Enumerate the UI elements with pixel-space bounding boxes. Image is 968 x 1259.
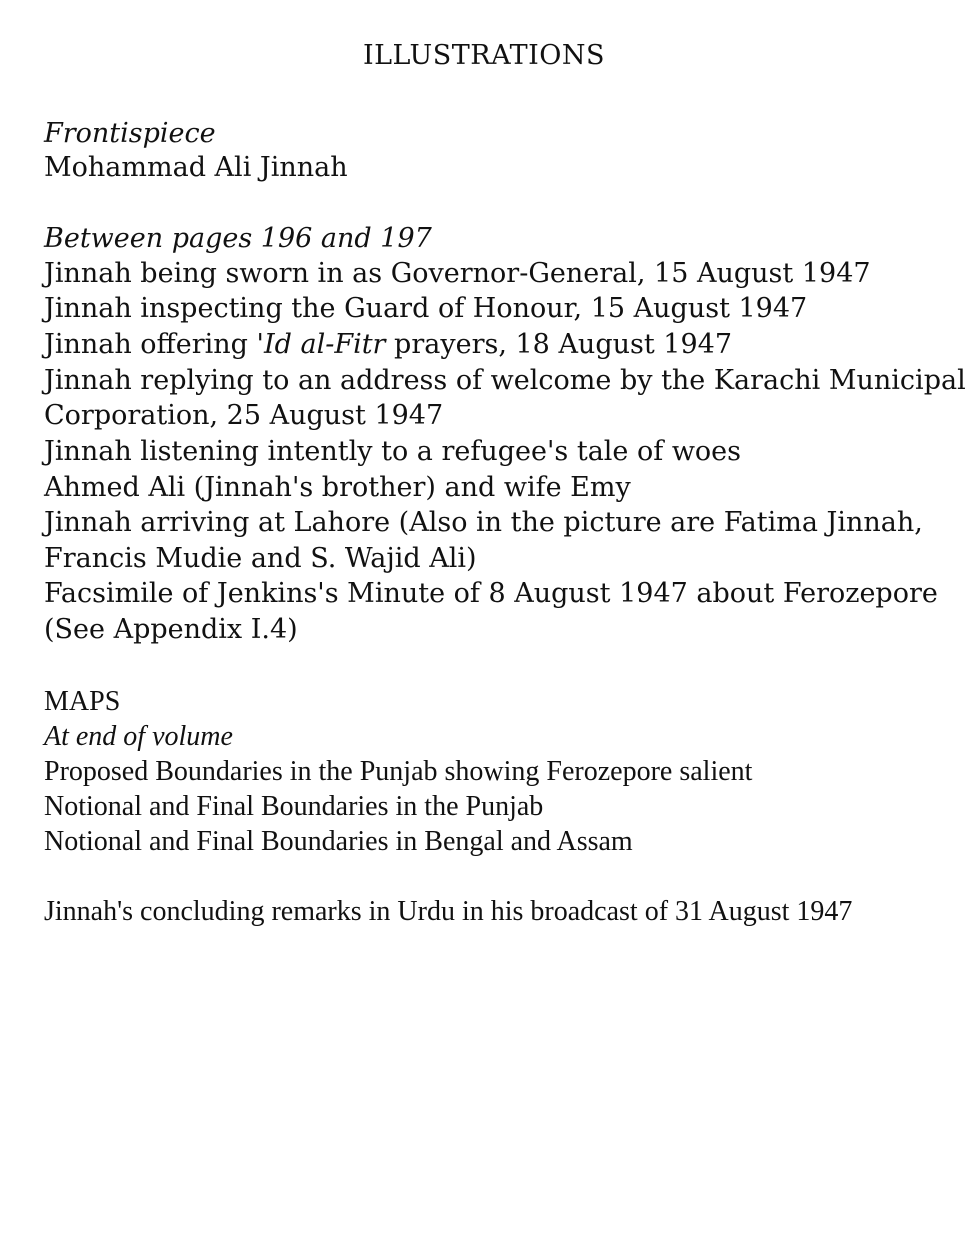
- list-item: Jinnah being sworn in as Governor-General, 15 August 1947: [44, 258, 871, 289]
- list-item: Francis Mudie and S. Wajid Ali): [44, 543, 477, 574]
- list-item: Corporation, 25 August 1947: [44, 400, 444, 431]
- page-title: ILLUSTRATIONS: [362, 40, 606, 71]
- list-item: Facsimile of Jenkins's Minute of 8 August 1947 about Ferozepore: [44, 578, 938, 609]
- list-item: [44, 327, 732, 363]
- between-pages-label: Between pages 196 and 197: [44, 223, 432, 254]
- list-item: Jinnah replying to an address of welcome by the Karachi Municipal: [44, 365, 966, 396]
- list-item-italic-text: 'Id al-Fitr: [256, 329, 386, 360]
- maps-label: At end of volume: [44, 721, 233, 752]
- list-item: Ahmed Ali (Jinnah's brother) and wife Emy: [44, 472, 631, 503]
- frontispiece-item: Mohammad Ali Jinnah: [44, 152, 348, 183]
- list-item: Proposed Boundaries in the Punjab showing Ferozepore salient: [44, 756, 753, 787]
- list-item: (See Appendix I.4): [44, 614, 298, 645]
- list-item-text: prayers, 18 August 1947: [385, 329, 732, 360]
- list-item: Notional and Final Boundaries in Bengal and Assam: [44, 826, 633, 857]
- list-item: Jinnah listening intently to a refugee's tale of woes: [44, 436, 742, 467]
- closing-item: Jinnah's concluding remarks in Urdu in his broadcast of 31 August 1947: [44, 896, 853, 927]
- maps-heading: MAPS: [44, 686, 121, 717]
- frontispiece-label: Frontispiece: [44, 118, 216, 149]
- list-item: Notional and Final Boundaries in the Punjab: [44, 791, 544, 822]
- list-item-text: Jinnah offering: [44, 329, 257, 360]
- list-item: Jinnah arriving at Lahore (Also in the picture are Fatima Jinnah,: [44, 507, 923, 538]
- list-item: Jinnah inspecting the Guard of Honour, 15 August 1947: [44, 293, 808, 324]
